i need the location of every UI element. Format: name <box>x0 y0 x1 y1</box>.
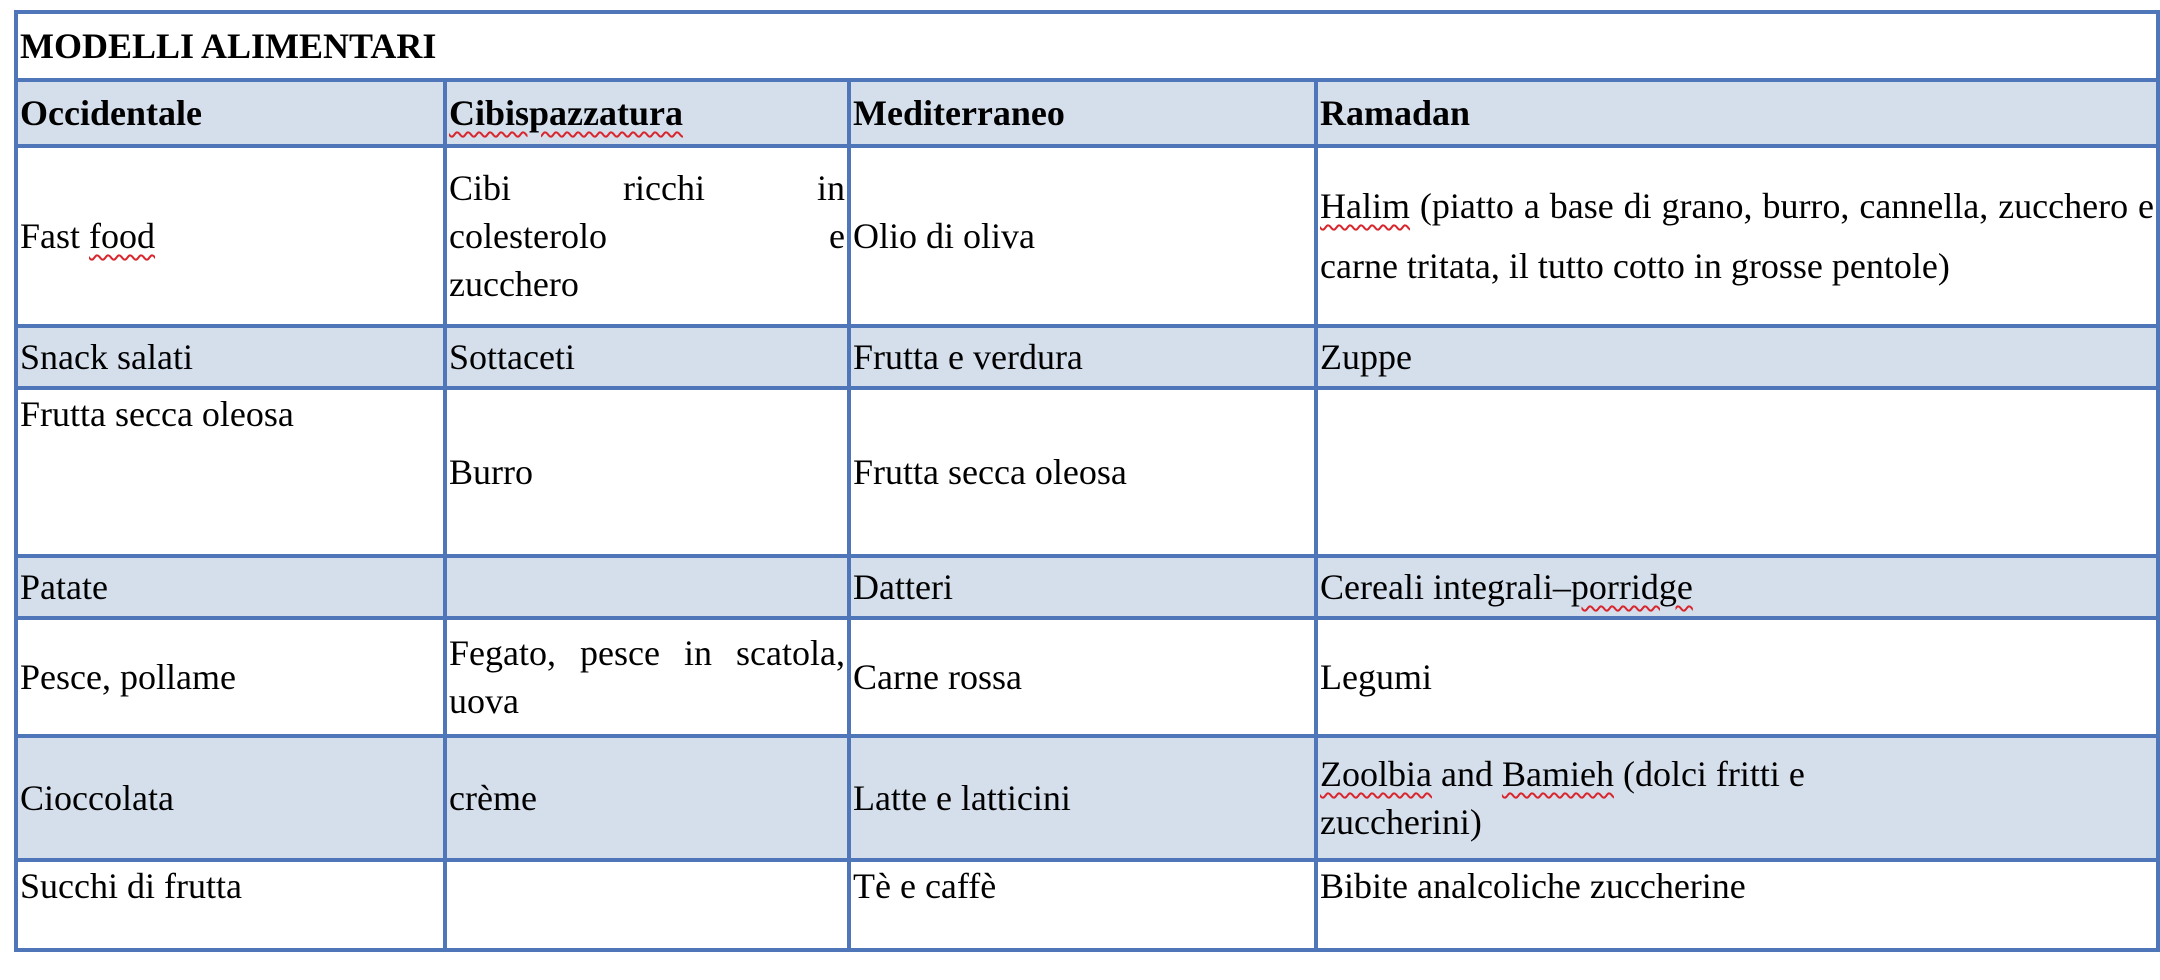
header-occidentale: Occidentale <box>16 80 445 146</box>
spellcheck-word: Zoolbia <box>1320 754 1432 794</box>
cell-mediterraneo: Frutta secca oleosa <box>849 388 1316 556</box>
cell-ramadan: Zuppe <box>1316 326 2158 388</box>
cell-occidentale: Snack salati <box>16 326 445 388</box>
header-ramadan: Ramadan <box>1316 80 2158 146</box>
diet-models-table <box>14 10 2160 952</box>
cell-mediterraneo: Carne rossa <box>849 618 1316 736</box>
spellcheck-word: porridge <box>1570 567 1693 607</box>
spellcheck-word: Cibispazzatura <box>449 93 683 133</box>
cell-occidentale: Succhi di frutta <box>16 860 445 950</box>
cell-ramadan: Bibite analcoliche zuccherine <box>1316 860 2158 950</box>
table-row <box>16 618 2158 736</box>
cell-cibispazzatura: Fegato, pesce in scatola, uova <box>445 618 849 736</box>
cell-mediterraneo: Frutta e verdura <box>849 326 1316 388</box>
table-row <box>16 326 2158 388</box>
cell-cibispazzatura: crème <box>445 736 849 860</box>
cell-ramadan: Halim (piatto a base di grano, burro, cannella, zucchero e carne tritata, il tutto cotto in grosse pentole) <box>1316 146 2158 326</box>
spellcheck-word: Halim <box>1320 186 1410 226</box>
cell-occidentale: Cioccolata <box>16 736 445 860</box>
cell-mediterraneo: Latte e latticini <box>849 736 1316 860</box>
cell-occidentale: Frutta secca oleosa <box>16 388 445 556</box>
spellcheck-word: food <box>89 216 156 256</box>
table-row <box>16 146 2158 326</box>
table-row <box>16 860 2158 950</box>
cell-ramadan <box>1316 388 2158 556</box>
spellcheck-word: Bamieh <box>1501 754 1614 794</box>
cell-cibispazzatura: Cibi ricchi in colesterolo e zucchero <box>445 146 849 326</box>
table-row <box>16 736 2158 860</box>
table-header-row <box>16 80 2158 146</box>
header-cibispazzatura <box>445 80 849 146</box>
cell-cibispazzatura <box>445 556 849 618</box>
cell-occidentale: Fast food <box>16 146 445 326</box>
cell-cibispazzatura: Sottaceti <box>445 326 849 388</box>
document-page <box>14 10 2156 952</box>
table-row <box>16 388 2158 556</box>
table-title-row <box>16 12 2158 80</box>
cell-cibispazzatura: Burro <box>445 388 849 556</box>
cell-ramadan: Cereali integrali–porridge <box>1316 556 2158 618</box>
cell-ramadan: Legumi <box>1316 618 2158 736</box>
cell-mediterraneo: Datteri <box>849 556 1316 618</box>
cell-cibispazzatura <box>445 860 849 950</box>
cell-mediterraneo: Tè e caffè <box>849 860 1316 950</box>
cell-occidentale: Pesce, pollame <box>16 618 445 736</box>
cell-occidentale: Patate <box>16 556 445 618</box>
table-row <box>16 556 2158 618</box>
header-mediterraneo: Mediterraneo <box>849 80 1316 146</box>
table-title: MODELLI ALIMENTARI <box>16 12 2158 80</box>
cell-mediterraneo: Olio di oliva <box>849 146 1316 326</box>
cell-ramadan: Zoolbia and Bamieh (dolci fritti e zuccherini) <box>1316 736 2158 860</box>
